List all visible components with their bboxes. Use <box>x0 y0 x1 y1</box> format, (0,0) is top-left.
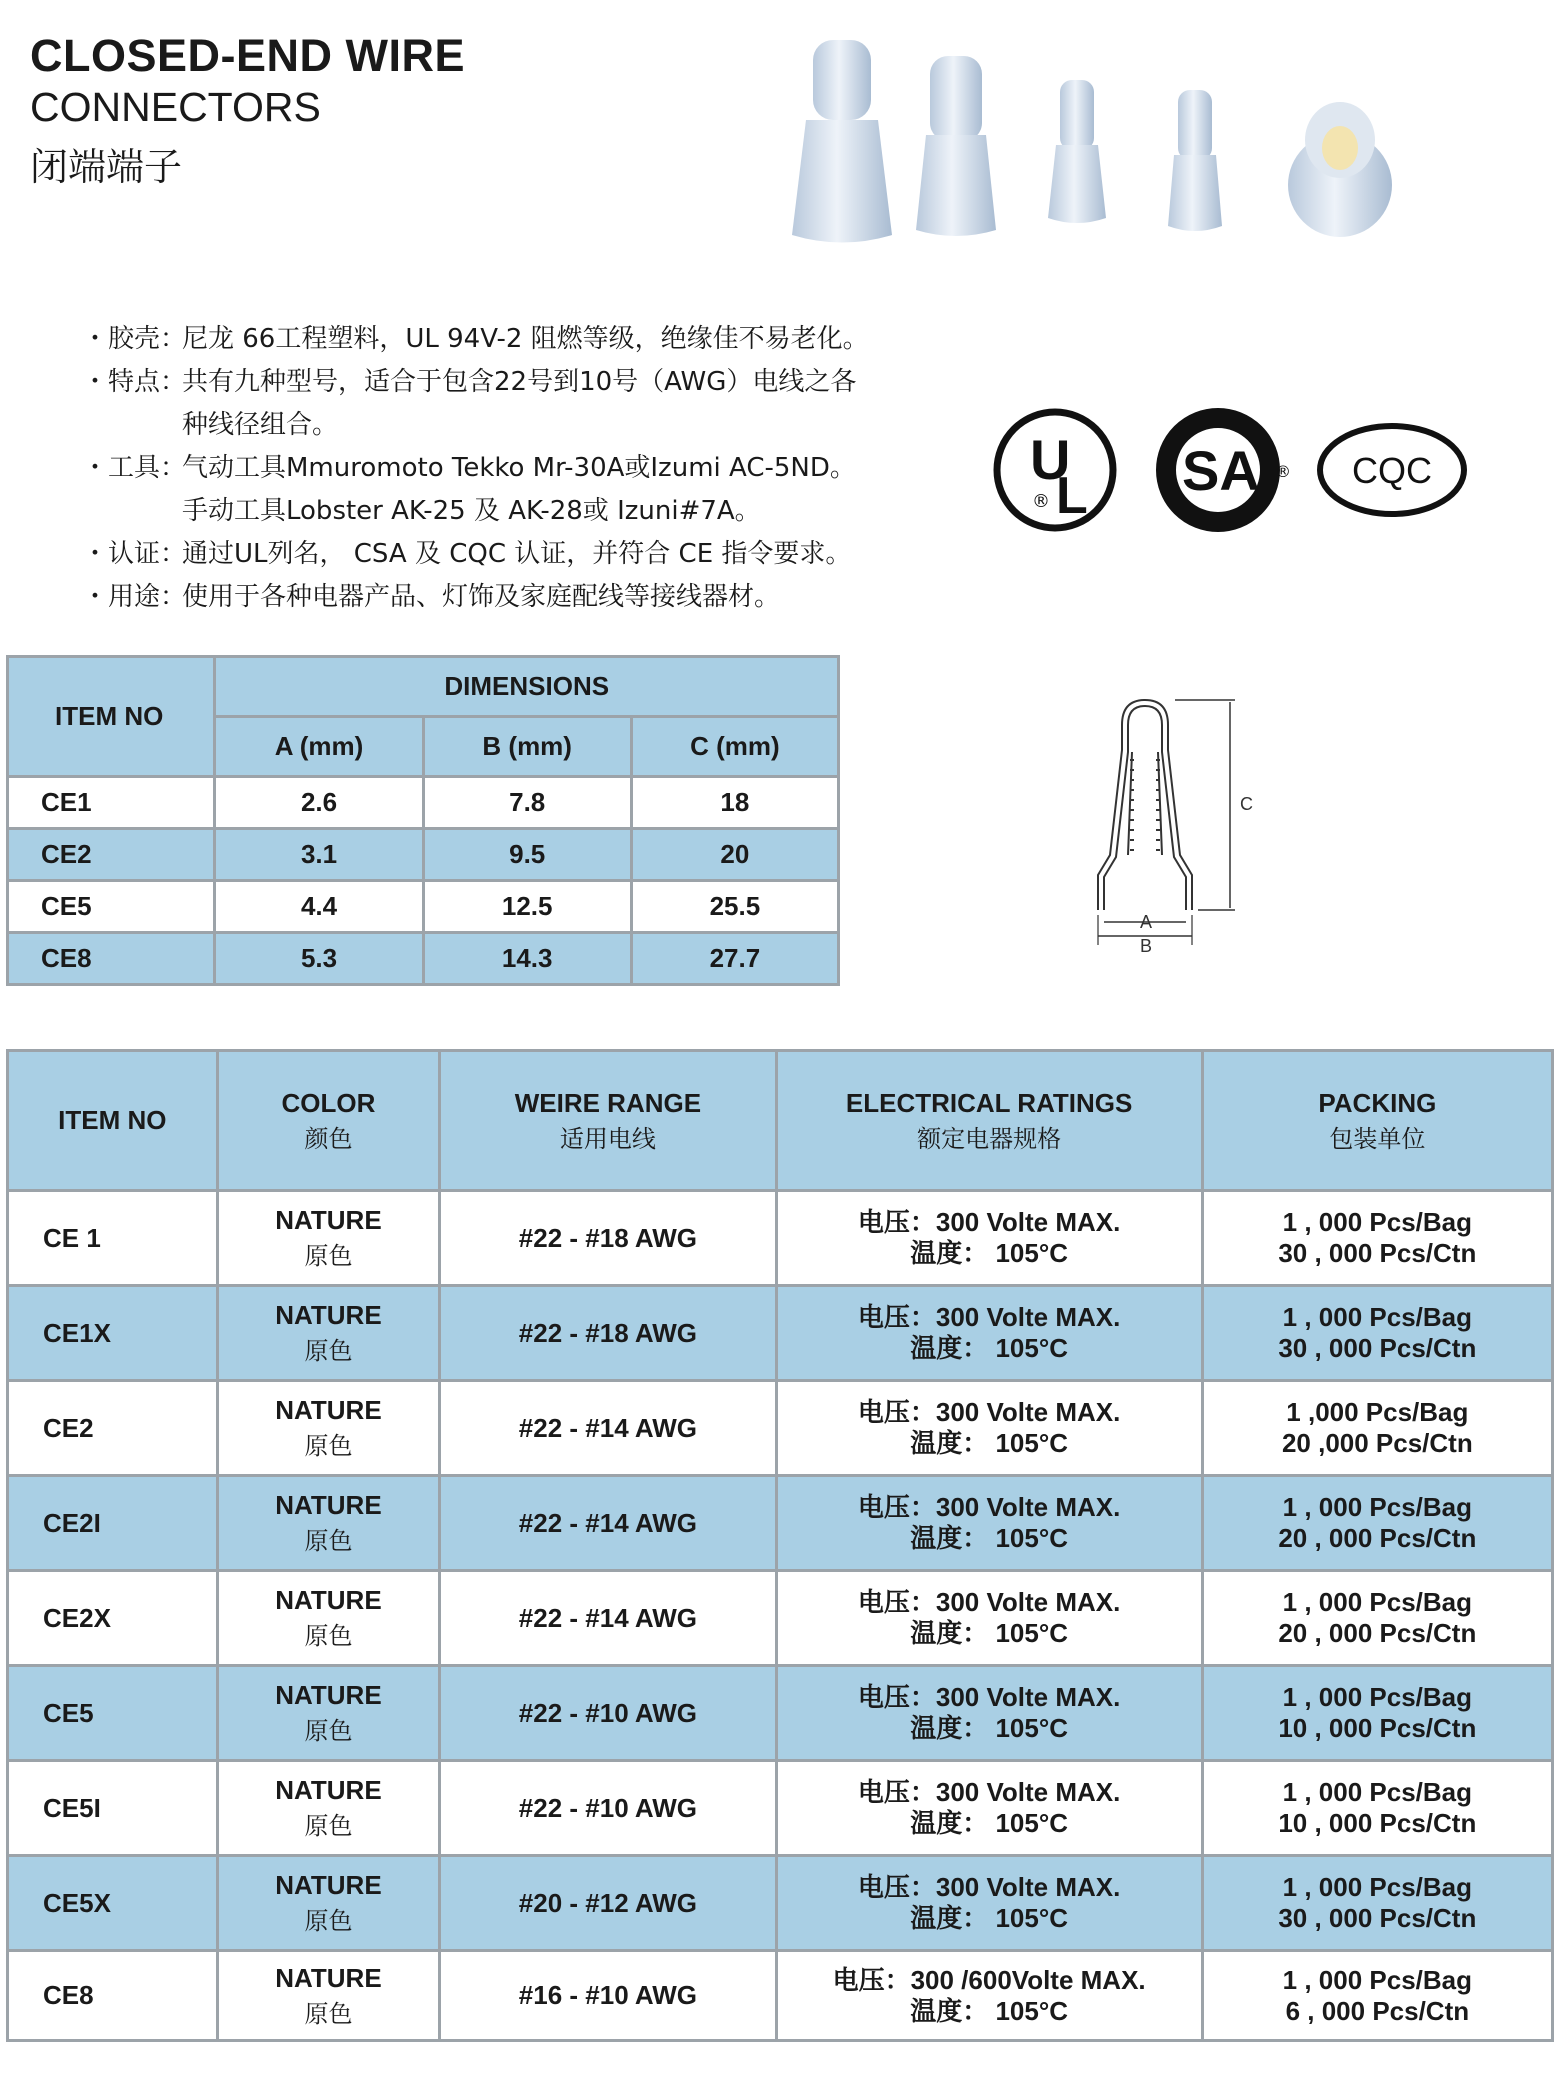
dim-item: CE8 <box>8 933 215 985</box>
spec-header-color <box>217 1051 440 1191</box>
spec-color-cn: 原色 <box>304 1337 353 1365</box>
spec-range: #22 - #14 AWG <box>440 1476 776 1571</box>
spec-header-color-cn: 颜色 <box>304 1124 353 1153</box>
feature-text-continued: 种线径组合。 <box>182 410 339 440</box>
spec-pack-bag: 1 , 000 Pcs/Bag <box>1282 1777 1473 1807</box>
spec-packing <box>1202 1761 1552 1856</box>
table-row <box>8 777 839 829</box>
spec-rating <box>776 1286 1202 1381</box>
dim-item: CE5 <box>8 881 215 933</box>
csa-logo-registered: ® <box>1275 462 1291 481</box>
feature-text: 共有九种型号，适合于包含22号到10号（AWG）电线之各 <box>182 367 857 397</box>
spec-pack-bag: 1 , 000 Pcs/Bag <box>1282 1872 1473 1902</box>
dim-b: 12.5 <box>423 881 631 933</box>
ul-logo-l: L <box>1056 467 1088 525</box>
spec-item: CE5X <box>8 1856 218 1951</box>
spec-color-en: NATURE <box>275 1585 382 1615</box>
spec-item: CE1X <box>8 1286 218 1381</box>
spec-temperature: 温度： 105°C <box>910 1618 1068 1648</box>
spec-pack-bag: 1 , 000 Pcs/Bag <box>1282 1302 1473 1332</box>
spec-packing <box>1202 1951 1552 2041</box>
spec-color <box>217 1571 440 1666</box>
feature-text: 通过UL列名， CSA 及 CQC 认证，并符合 CE 指令要求。 <box>182 539 852 569</box>
table-row <box>8 1476 1553 1571</box>
spec-color-en: NATURE <box>275 1680 382 1710</box>
spec-item: CE8 <box>8 1951 218 2041</box>
spec-pack-carton: 10 , 000 Pcs/Ctn <box>1278 1713 1477 1743</box>
ul-logo-u: U <box>1030 428 1071 491</box>
spec-header-range-cn: 适用电线 <box>559 1124 656 1153</box>
spec-header-item: ITEM NO <box>8 1051 218 1191</box>
spec-rating <box>776 1951 1202 2041</box>
feature-key: ・胶壳： <box>82 324 187 354</box>
feature-key: ・认证： <box>82 539 187 569</box>
csa-logo-text: SA <box>1182 439 1260 502</box>
spec-item: CE5 <box>8 1666 218 1761</box>
table-row <box>8 829 839 881</box>
connector-large-image <box>792 40 892 243</box>
dim-b: 9.5 <box>423 829 631 881</box>
spec-voltage: 电压：300 Volte MAX. <box>857 1872 1121 1902</box>
feature-text: 尼龙 66工程塑料，UL 94V-2 阻燃等级，绝缘佳不易老化。 <box>182 324 869 354</box>
spec-header-range <box>440 1051 776 1191</box>
spec-item: CE 1 <box>8 1191 218 1286</box>
spec-header-color-en: COLOR <box>281 1087 376 1118</box>
spec-packing <box>1202 1286 1552 1381</box>
table-row <box>8 1761 1553 1856</box>
spec-color <box>217 1666 440 1761</box>
spec-packing <box>1202 1476 1552 1571</box>
spec-pack-carton: 6 , 000 Pcs/Ctn <box>1285 1995 1470 2026</box>
spec-temperature: 温度： 105°C <box>910 1808 1068 1838</box>
spec-temperature: 温度： 105°C <box>910 1713 1068 1743</box>
feature-usage <box>82 576 962 619</box>
connector-small-image <box>1048 80 1106 223</box>
dim-c: 25.5 <box>631 881 838 933</box>
table-row <box>8 1571 1553 1666</box>
spec-voltage: 电压：300 Volte MAX. <box>857 1302 1121 1332</box>
product-photos <box>780 30 1480 260</box>
dim-header-dimensions: DIMENSIONS <box>215 657 839 717</box>
spec-color <box>217 1381 440 1476</box>
spec-color <box>217 1856 440 1951</box>
spec-color-en: NATURE <box>275 1775 382 1805</box>
spec-color <box>217 1951 440 2041</box>
spec-voltage: 电压：300 Volte MAX. <box>857 1397 1121 1427</box>
spec-voltage: 电压：300 Volte MAX. <box>857 1207 1121 1237</box>
dim-a: 5.3 <box>215 933 423 985</box>
feature-text: 气动工具Mmuromoto Tekko Mr-30A或Izumi AC-5ND。 <box>182 453 856 483</box>
spec-header-packing-en: PACKING <box>1318 1087 1437 1118</box>
spec-rating <box>776 1191 1202 1286</box>
spec-packing <box>1202 1571 1552 1666</box>
table-row <box>8 1856 1553 1951</box>
spec-packing <box>1202 1666 1552 1761</box>
dim-c: 27.7 <box>631 933 838 985</box>
spec-packing <box>1202 1381 1552 1476</box>
spec-rating <box>776 1761 1202 1856</box>
dim-item: CE2 <box>8 829 215 881</box>
spec-color-cn: 原色 <box>304 1812 353 1840</box>
spec-color <box>217 1761 440 1856</box>
dim-header-a: A (mm) <box>215 717 423 777</box>
spec-color <box>217 1286 440 1381</box>
dim-b: 7.8 <box>423 777 631 829</box>
spec-color-cn: 原色 <box>304 1999 353 2028</box>
connector-medium-image <box>916 56 996 236</box>
feature-key: ・特点： <box>82 367 187 397</box>
spec-color-en: NATURE <box>275 1490 382 1520</box>
spec-color-cn: 原色 <box>304 1527 353 1555</box>
spec-temperature: 温度： 105°C <box>910 1523 1068 1553</box>
table-row <box>8 1951 1553 2041</box>
spec-color-en: NATURE <box>275 1300 382 1330</box>
feature-list <box>82 318 962 619</box>
spec-color-en: NATURE <box>275 1205 382 1235</box>
spec-item: CE2I <box>8 1476 218 1571</box>
spec-temperature: 温度： 105°C <box>910 1238 1068 1268</box>
table-row <box>8 881 839 933</box>
spec-color-cn: 原色 <box>304 1432 353 1460</box>
dim-a: 4.4 <box>215 881 423 933</box>
spec-temperature: 温度： 105°C <box>910 1995 1068 2026</box>
spec-rating <box>776 1381 1202 1476</box>
spec-color-cn: 原色 <box>304 1717 353 1745</box>
dim-item: CE1 <box>8 777 215 829</box>
spec-range: #16 - #10 AWG <box>440 1951 776 2041</box>
diagram-label-a: A <box>1140 912 1153 932</box>
specifications-table <box>6 1049 1554 2042</box>
dim-a: 3.1 <box>215 829 423 881</box>
spec-temperature: 温度： 105°C <box>910 1333 1068 1363</box>
certification-logos <box>990 405 1470 535</box>
table-row <box>8 1191 1553 1286</box>
dimensions-table <box>6 655 840 986</box>
spec-color-cn: 原色 <box>304 1622 353 1650</box>
spec-color-en: NATURE <box>275 1962 382 1993</box>
spec-header-packing-cn: 包装单位 <box>1329 1124 1426 1153</box>
spec-pack-carton: 30 , 000 Pcs/Ctn <box>1278 1238 1477 1268</box>
dimension-diagram <box>1080 690 1270 965</box>
spec-voltage: 电压：300 Volte MAX. <box>857 1492 1121 1522</box>
spec-rating <box>776 1476 1202 1571</box>
spec-range: #20 - #12 AWG <box>440 1856 776 1951</box>
spec-pack-bag: 1 , 000 Pcs/Bag <box>1282 1964 1473 1995</box>
table-row <box>8 1381 1553 1476</box>
feature-tools <box>82 447 962 490</box>
feature-characteristics <box>82 361 962 404</box>
dim-header-item: ITEM NO <box>8 657 215 777</box>
dim-a: 2.6 <box>215 777 423 829</box>
spec-header-packing <box>1202 1051 1552 1191</box>
spec-temperature: 温度： 105°C <box>910 1903 1068 1933</box>
ul-logo-registered: ® <box>1032 491 1050 512</box>
ul-logo <box>997 412 1113 528</box>
spec-pack-carton: 20 , 000 Pcs/Ctn <box>1278 1618 1477 1648</box>
connector-open-end-image <box>1288 102 1392 237</box>
feature-shell <box>82 318 962 361</box>
spec-pack-bag: 1 , 000 Pcs/Bag <box>1282 1682 1473 1712</box>
spec-rating <box>776 1666 1202 1761</box>
feature-text-continued: 手动工具Lobster AK-25 及 AK-28或 Izuni#7A。 <box>182 496 761 526</box>
spec-rating <box>776 1571 1202 1666</box>
spec-pack-bag: 1 , 000 Pcs/Bag <box>1282 1207 1473 1237</box>
spec-header-range-en: WEIRE RANGE <box>514 1087 702 1118</box>
page-title-chinese: 闭端端子 <box>30 145 183 189</box>
page-title: CLOSED-END WIRE <box>30 30 465 81</box>
spec-range: #22 - #18 AWG <box>440 1191 776 1286</box>
page-subtitle: CONNECTORS <box>30 84 321 130</box>
connector-small-side-image <box>1168 90 1222 231</box>
spec-pack-carton: 30 , 000 Pcs/Ctn <box>1278 1333 1477 1363</box>
csa-logo <box>1166 418 1291 522</box>
cqc-logo <box>1320 426 1464 514</box>
spec-color <box>217 1476 440 1571</box>
spec-range: #22 - #10 AWG <box>440 1761 776 1856</box>
dim-header-b: B (mm) <box>423 717 631 777</box>
spec-header-rating-cn: 额定电器规格 <box>917 1124 1062 1153</box>
table-row <box>8 933 839 985</box>
spec-header-rating <box>776 1051 1202 1191</box>
feature-text: 使用于各种电器产品、灯饰及家庭配线等接线器材。 <box>182 582 781 612</box>
spec-voltage: 电压：300 /600Volte MAX. <box>832 1964 1146 1995</box>
spec-range: #22 - #18 AWG <box>440 1286 776 1381</box>
feature-certification <box>82 533 962 576</box>
spec-temperature: 温度： 105°C <box>910 1428 1068 1458</box>
spec-packing <box>1202 1191 1552 1286</box>
spec-voltage: 电压：300 Volte MAX. <box>857 1777 1121 1807</box>
cqc-logo-text: CQC <box>1352 450 1432 491</box>
diagram-label-b: B <box>1140 936 1153 956</box>
spec-packing <box>1202 1856 1552 1951</box>
spec-range: #22 - #10 AWG <box>440 1666 776 1761</box>
spec-pack-carton: 30 , 000 Pcs/Ctn <box>1278 1903 1477 1933</box>
spec-header-rating-en: ELECTRICAL RATINGS <box>845 1087 1133 1118</box>
spec-pack-carton: 20 ,000 Pcs/Ctn <box>1281 1428 1473 1458</box>
spec-voltage: 电压：300 Volte MAX. <box>857 1682 1121 1712</box>
table-row <box>8 1666 1553 1761</box>
spec-pack-carton: 10 , 000 Pcs/Ctn <box>1278 1808 1477 1838</box>
feature-key: ・用途： <box>82 582 187 612</box>
spec-color <box>217 1191 440 1286</box>
table-row <box>8 1286 1553 1381</box>
dim-c: 18 <box>631 777 838 829</box>
spec-item: CE2X <box>8 1571 218 1666</box>
dim-c: 20 <box>631 829 838 881</box>
diagram-label-c: C <box>1240 794 1253 814</box>
spec-rating <box>776 1856 1202 1951</box>
spec-item: CE5I <box>8 1761 218 1856</box>
spec-color-cn: 原色 <box>304 1907 353 1935</box>
spec-pack-bag: 1 , 000 Pcs/Bag <box>1282 1587 1473 1617</box>
dim-header-c: C (mm) <box>631 717 838 777</box>
spec-pack-bag: 1 , 000 Pcs/Bag <box>1282 1492 1473 1522</box>
spec-color-cn: 原色 <box>304 1242 353 1270</box>
spec-color-en: NATURE <box>275 1395 382 1425</box>
spec-pack-bag: 1 ,000 Pcs/Bag <box>1286 1397 1469 1427</box>
dim-b: 14.3 <box>423 933 631 985</box>
spec-range: #22 - #14 AWG <box>440 1571 776 1666</box>
spec-range: #22 - #14 AWG <box>440 1381 776 1476</box>
spec-pack-carton: 20 , 000 Pcs/Ctn <box>1278 1523 1477 1553</box>
spec-voltage: 电压：300 Volte MAX. <box>857 1587 1121 1617</box>
feature-key: ・工具： <box>82 453 187 483</box>
spec-color-en: NATURE <box>275 1870 382 1900</box>
spec-item: CE2 <box>8 1381 218 1476</box>
